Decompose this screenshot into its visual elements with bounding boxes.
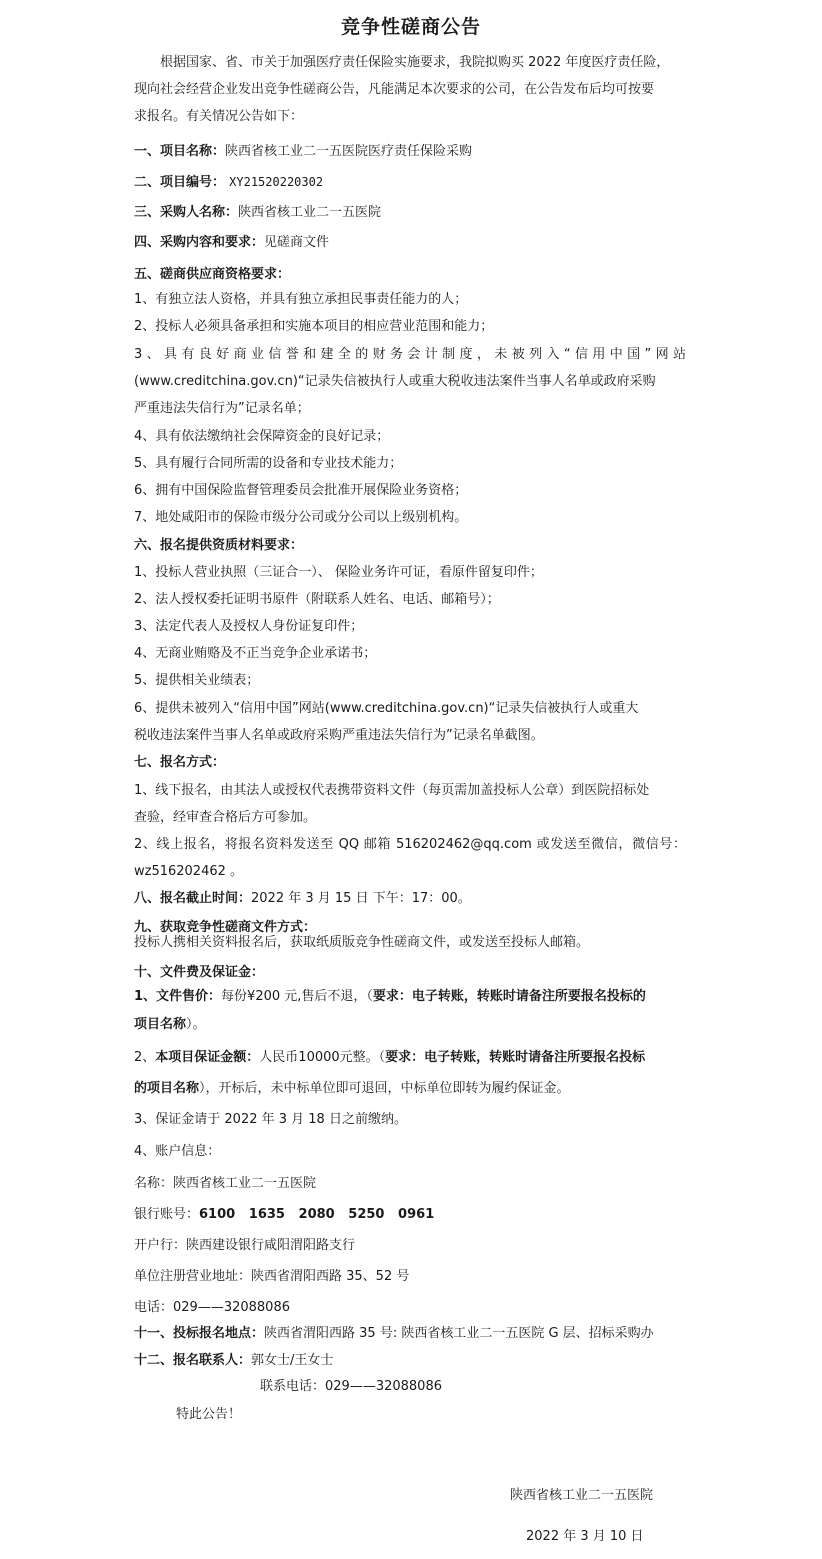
section-3 — [134, 204, 381, 222]
signature-date: 2022 年 3 月 10 日 — [526, 1529, 644, 1544]
closing-text: 特此公告！ — [176, 1407, 242, 1422]
contact-phone: 电话：029——32088086 — [134, 1300, 290, 1315]
section-5-item: 3、具有良好商业信誉和建全的财务会计制度，未被列入“信用中国”网站 — [134, 347, 686, 362]
intro-line-2: 现向社会经营企业发出竞争性磋商公告，凡能满足本次要求的公司，在公告发布后均可按要 — [134, 82, 655, 97]
deposit-line-2 — [134, 1080, 570, 1098]
section-11-label: 十一、投标报名地点： — [134, 1326, 265, 1341]
account-name-value: 陕西省核工业二一五医院 — [173, 1176, 317, 1191]
section-1-value: 陕西省核工业二一五医院医疗责任保险采购 — [225, 144, 473, 159]
section-5-item: 2、投标人必须具备承担和实施本项目的相应营业范围和能力； — [134, 319, 494, 334]
section-1 — [134, 143, 472, 161]
deposit-requirement-2: 的项目名称 — [134, 1081, 200, 1096]
section-7-item: 1、线下报名，由其法人或授权代表携带资料文件（每页需加盖投标人公章）到医院招标处 — [134, 783, 650, 798]
section-7-item: wz516202462 。 — [134, 864, 244, 879]
section-2-label: 二、项目编号： — [134, 175, 226, 190]
file-fee-requirement-2: 项目名称 — [134, 1017, 187, 1032]
section-5-label: 五、磋商供应商资格要求： — [134, 267, 291, 282]
section-2 — [134, 173, 323, 192]
section-8-value: 2022 年 3 月 15 日 下午：17：00。 — [251, 891, 471, 906]
deposit-end: ），开标后，未中标单位即可退回，中标单位即转为履约保证金。 — [199, 1081, 570, 1096]
section-5-item: 5、具有履行合同所需的设备和专业技术能力； — [134, 456, 403, 471]
section-11-value: 陕西省渭阳西路 35 号: 陕西省核工业二一五医院 G 层、招标采购办 — [264, 1326, 654, 1341]
section-12 — [134, 1352, 333, 1370]
bank-branch: 开户行：陕西建设银行咸阳渭阳路支行 — [134, 1238, 356, 1253]
file-fee-line-2 — [134, 1016, 206, 1034]
section-6-item: 3、法定代表人及授权人身份证复印件； — [134, 619, 364, 634]
deposit-deadline: 3、保证金请于 2022 年 3 月 18 日之前缴纳。 — [134, 1112, 407, 1127]
account-name-label: 名称： — [134, 1176, 174, 1191]
section-5-item: 严重违法失信行为”记录名单； — [134, 401, 310, 416]
section-6-label: 六、报名提供资质材料要求： — [134, 538, 304, 553]
section-12-phone: 联系电话：029——32088086 — [260, 1379, 442, 1394]
section-7-item: 2、线上报名，将报名资料发送至 QQ 邮箱 516202462@qq.com 或发送至微信，微信号： — [134, 837, 686, 852]
section-7-item: 查验，经审查合格后方可参加。 — [134, 810, 317, 825]
deposit-value: 人民币10000元整。（ — [259, 1050, 386, 1065]
section-4-value: 见磋商文件 — [264, 235, 330, 250]
section-6-item: 2、法人授权委托证明书原件（附联系人姓名、电话、邮箱号）； — [134, 592, 500, 607]
signature-org: 陕西省核工业二一五医院 — [510, 1488, 654, 1503]
file-fee-value: 每份¥200 元,售后不退，（ — [221, 989, 373, 1004]
section-5-item: 6、拥有中国保险监督管理委员会批准开展保险业务资格； — [134, 483, 468, 498]
section-3-value: 陕西省核工业二一五医院 — [238, 205, 382, 220]
section-5-item: (www.creditchina.gov.cn)“记录失信被执行人或重大税收违法案件当事人名单或政府采购 — [134, 374, 656, 389]
deposit-line — [134, 1049, 645, 1067]
section-5-item: 7、地处咸阳市的保险市级分公司或分公司以上级别机构。 — [134, 510, 468, 525]
section-6-item: 5、提供相关业绩表； — [134, 673, 260, 688]
section-9-label: 九、获取竞争性磋商文件方式： — [134, 920, 317, 935]
section-6-item: 4、无商业贿赂及不正当竞争企业承诺书； — [134, 646, 377, 661]
deposit-label: 本项目保证金额： — [155, 1050, 260, 1065]
section-6-item: 税收违法案件当事人名单或政府采购严重违法失信行为”记录名单截图。 — [134, 728, 544, 743]
section-8 — [134, 890, 471, 908]
bank-account-label: 银行账号： — [134, 1207, 200, 1222]
section-2-value: XY21520220302 — [229, 175, 324, 189]
intro-line-3: 求报名。有关情况公告如下： — [134, 109, 304, 124]
registered-address: 单位注册营业地址：陕西省渭阳西路 35、52 号 — [134, 1269, 410, 1284]
deposit-prefix: 2、 — [134, 1050, 156, 1065]
section-8-label: 八、报名截止时间： — [134, 891, 252, 906]
section-5-item: 1、有独立法人资格，并具有独立承担民事责任能力的人； — [134, 292, 468, 307]
section-6-item: 6、提供未被列入“信用中国”网站(www.creditchina.gov.cn)“记录失信被执行人或重大 — [134, 701, 639, 716]
deposit-requirement: 要求：电子转账，转账时请备注所要报名投标 — [385, 1050, 646, 1065]
section-9-value: 投标人携相关资料报名后，获取纸质版竞争性磋商文件，或发送至投标人邮箱。 — [134, 935, 590, 950]
bank-account — [134, 1206, 434, 1224]
intro-line-1: 根据国家、省、市关于加强医疗责任保险实施要求，我院拟购买 2022 年度医疗责任险， — [160, 55, 670, 70]
section-5-item: 4、具有依法缴纳社会保障资金的良好记录； — [134, 429, 390, 444]
file-fee-line — [134, 988, 646, 1006]
section-4 — [134, 234, 329, 252]
page-title: 竞争性磋商公告 — [340, 16, 481, 38]
section-1-label: 一、项目名称： — [134, 144, 226, 159]
section-11 — [134, 1325, 654, 1343]
file-fee-requirement: 要求：电子转账，转账时请备注所要报名投标的 — [372, 989, 646, 1004]
section-4-label: 四、采购内容和要求： — [134, 235, 265, 250]
account-name — [134, 1175, 316, 1193]
bank-account-number: 6100 1635 2080 5250 0961 — [199, 1207, 435, 1222]
file-fee-label: 1、文件售价： — [134, 989, 222, 1004]
file-fee-end: ）。 — [186, 1017, 206, 1032]
section-6-item: 1、投标人营业执照（三证合一）、 保险业务许可证，看原件留复印件； — [134, 565, 543, 580]
section-3-label: 三、采购人名称： — [134, 205, 239, 220]
section-10-label: 十、文件费及保证金： — [134, 965, 265, 980]
account-title: 4、账户信息： — [134, 1144, 221, 1159]
section-12-label: 十二、报名联系人： — [134, 1353, 252, 1368]
section-7-label: 七、报名方式： — [134, 755, 226, 770]
section-12-value: 郭女士/王女士 — [251, 1353, 334, 1368]
